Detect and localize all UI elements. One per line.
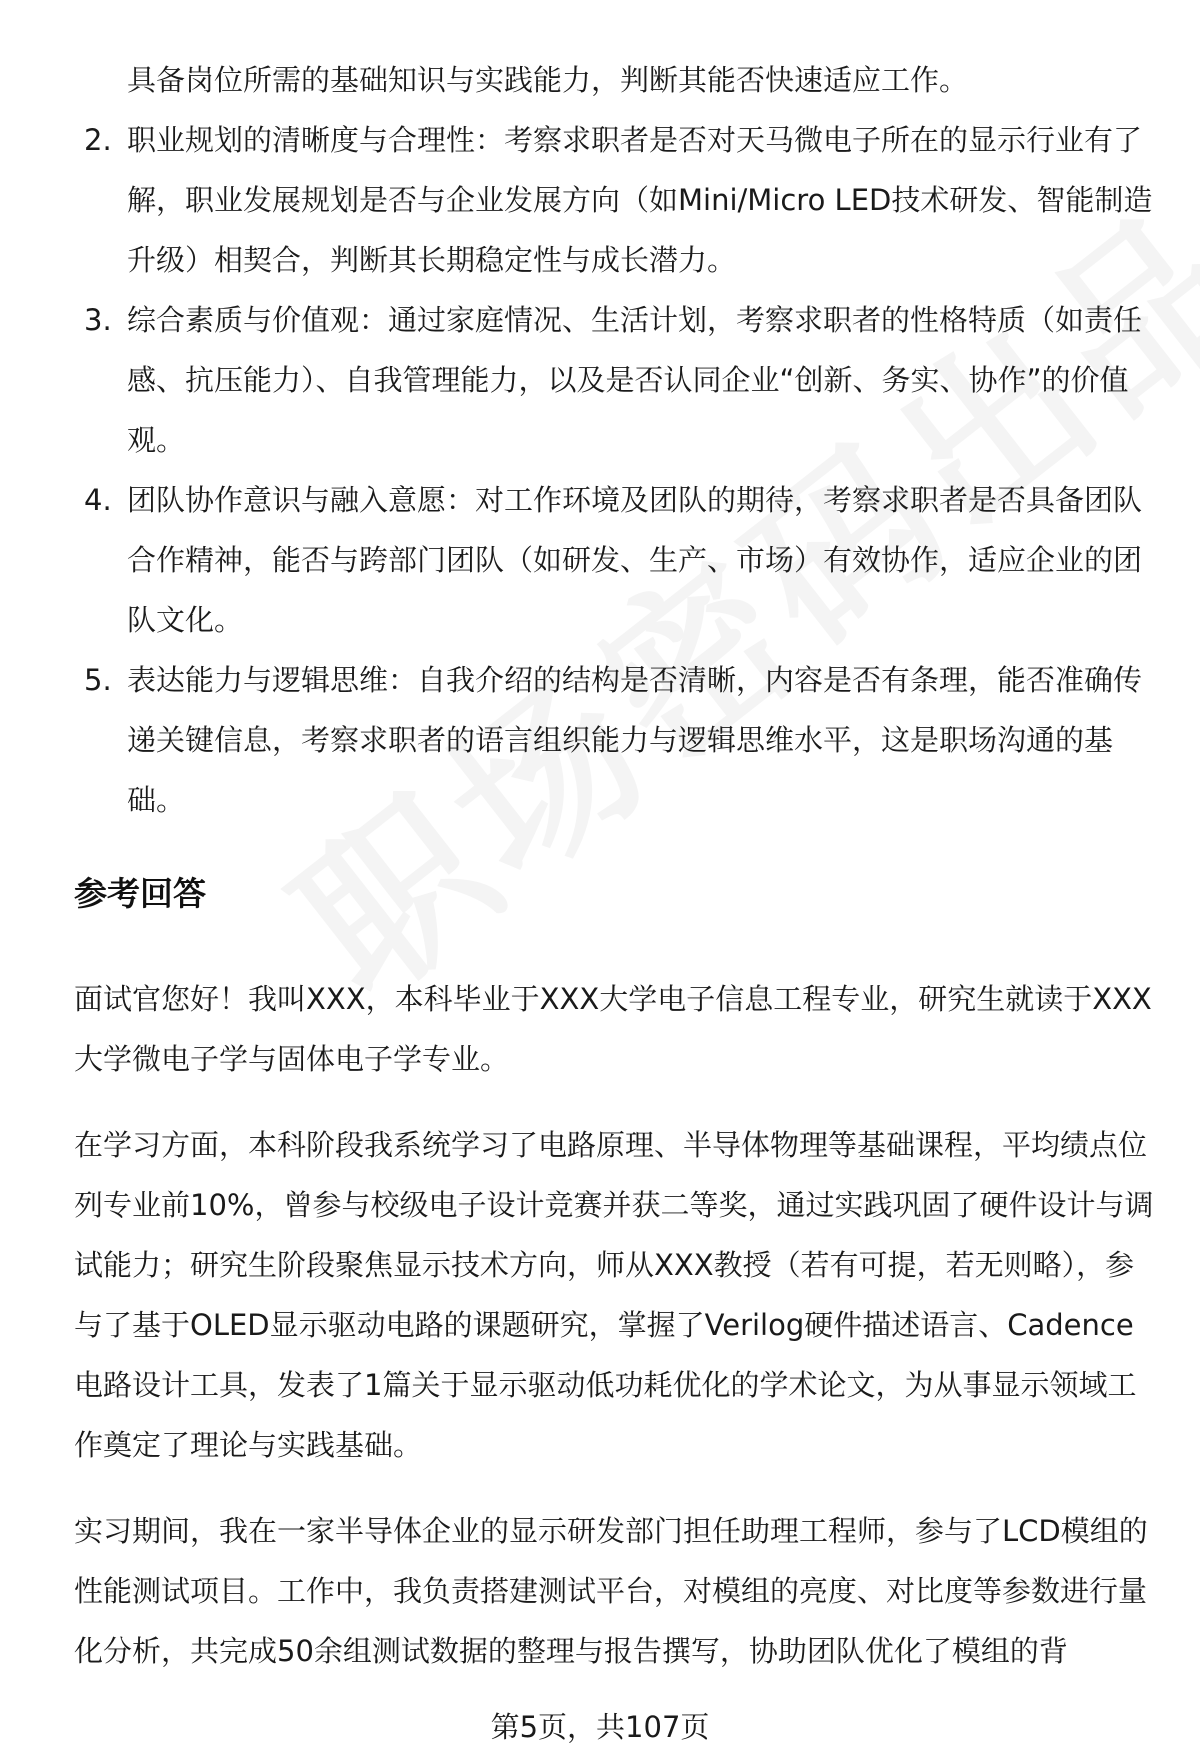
page-content: [74, 50, 1154, 1681]
list-item: [74, 290, 1154, 470]
list-item: [74, 650, 1154, 830]
answer-paragraph: 面试官您好！我叫XXX，本科毕业于XXX大学电子信息工程专业，研究生就读于XXX大学微电子学与固体电子学专业。: [74, 982, 1152, 1076]
list-item-text: 综合素质与价值观：通过家庭情况、生活计划，考察求职者的性格特质（如责任感、抗压能力）、自我管理能力，以及是否认同企业“创新、务实、协作”的价值观。: [127, 303, 1143, 457]
evaluation-criteria-list: [74, 110, 1154, 830]
list-number: 3.: [84, 303, 112, 337]
page-number-footer: 第5页，共107页: [490, 1710, 710, 1744]
list-item-text: 职业规划的清晰度与合理性：考察求职者是否对天马微电子所在的显示行业有了解，职业发展规划是否与企业发展方向（如Mini/Micro LED技术研发、智能制造升级）相契合，判断其长期稳定性与成长潜力。: [127, 123, 1153, 277]
answer-paragraph: 实习期间，我在一家半导体企业的显示研发部门担任助理工程师，参与了LCD模组的性能测试项目。工作中，我负责搭建测试平台，对模组的亮度、对比度等参数进行量化分析，共完成50余组测试数据的整理与报告撰写，协助团队优化了模组的背: [74, 1514, 1148, 1668]
list-item-text: 表达能力与逻辑思维：自我介绍的结构是否清晰，内容是否有条理，能否准确传递关键信息，考察求职者的语言组织能力与逻辑思维水平，这是职场沟通的基础。: [127, 663, 1143, 817]
section-heading: 参考回答: [74, 874, 206, 913]
list-item-text: 团队协作意识与融入意愿：对工作环境及团队的期待，考察求职者是否具备团队合作精神，能否与跨部门团队（如研发、生产、市场）有效协作，适应企业的团队文化。: [127, 483, 1143, 637]
list-number: 4.: [84, 483, 112, 517]
list-item: [74, 110, 1154, 290]
answer-paragraph: 在学习方面，本科阶段我系统学习了电路原理、半导体物理等基础课程，平均绩点位列专业前10%，曾参与校级电子设计竞赛并获二等奖，通过实践巩固了硬件设计与调试能力；研究生阶段聚焦显示技术方向，师从XXX教授（若有可提，若无则略），参与了基于OLED显示驱动电路的课题研究，掌握了Verilog硬件描述语言、Cadence电路设计工具，发表了1篇关于显示驱动低功耗优化的学术论文，为从事显示领域工作奠定了理论与实践基础。: [74, 1128, 1154, 1462]
list-number: 5.: [84, 663, 112, 697]
list-number: 2.: [84, 123, 112, 157]
list-item: [74, 470, 1154, 650]
continuation-line: 具备岗位所需的基础知识与实践能力，判断其能否快速适应工作。: [127, 63, 969, 97]
